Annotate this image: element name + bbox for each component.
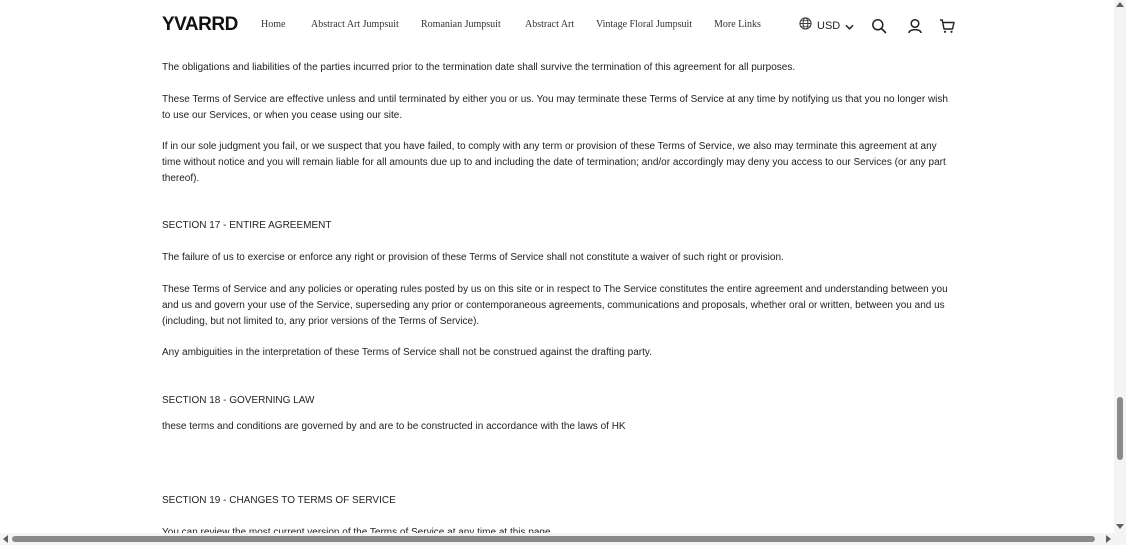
chevron-down-icon	[845, 17, 854, 35]
nav-item-abstract-art-jumpsuit[interactable]: Abstract Art Jumpsuit	[311, 19, 399, 30]
nav-item-abstract-art[interactable]: Abstract Art	[525, 19, 575, 30]
currency-selector[interactable]	[799, 18, 854, 34]
horizontal-scrollbar[interactable]	[0, 533, 1114, 545]
terms-paragraph: The obligations and liabilities of the parties incurred prior to the termination date shall survive the termination of this agreement for all purposes.	[162, 62, 796, 73]
search-icon[interactable]	[871, 18, 887, 34]
section-heading: SECTION 19 - CHANGES TO TERMS OF SERVICE	[162, 495, 396, 506]
vertical-scrollbar[interactable]	[1114, 0, 1126, 533]
globe-icon	[799, 17, 812, 35]
horizontal-scrollbar-thumb[interactable]	[12, 536, 1095, 542]
scrollbar-corner	[1114, 533, 1126, 545]
scroll-up-arrow-icon[interactable]	[1116, 2, 1124, 7]
terms-paragraph: These Terms of Service are effective unless and until terminated by either you or us. You may terminate these Terms of Service at any time by notifying us that you no longer wish to use our Services, or when you cease using our site.	[162, 94, 948, 121]
site-logo[interactable]: YVARRD	[162, 14, 238, 35]
vertical-scrollbar-thumb[interactable]	[1117, 397, 1123, 460]
cart-icon[interactable]	[939, 18, 955, 34]
terms-paragraph: These Terms of Service and any policies or operating rules posted by us on this site or in respect to The Service constitutes the entire agreement and understanding between you and us and govern your use of the Service, superseding any prior or contemporaneous agreements, communications and proposals, whether oral or written, between you and us (including, but not limited to, any prior versions of the Terms of Service).	[162, 284, 948, 327]
section-heading: SECTION 18 - GOVERNING LAW	[162, 395, 315, 406]
nav-item-home[interactable]: Home	[261, 19, 286, 30]
terms-paragraph: Any ambiguities in the interpretation of these Terms of Service shall not be construed against the drafting party.	[162, 347, 652, 358]
currency-label: USD	[817, 20, 841, 32]
account-icon[interactable]	[907, 18, 923, 34]
nav-item-vintage-floral-jumpsuit[interactable]: Vintage Floral Jumpsuit	[596, 19, 693, 30]
scroll-left-arrow-icon[interactable]	[3, 535, 8, 543]
terms-paragraph: If in our sole judgment you fail, or we suspect that you have failed, to comply with any term or provision of these Terms of Service, we also may terminate this agreement at any time without notice and you will remain liable for all amounts due up to and including the date of termination; and/or accordingly may deny you access to our Services (or any part thereof).	[162, 141, 946, 184]
site-header	[0, 0, 1114, 52]
section-heading: SECTION 17 - ENTIRE AGREEMENT	[162, 220, 332, 231]
nav-item-romanian-jumpsuit[interactable]: Romanian Jumpsuit	[421, 19, 501, 30]
terms-paragraph: these terms and conditions are governed by and are to be constructed in accordance with the laws of HK	[162, 421, 626, 432]
scroll-down-arrow-icon[interactable]	[1116, 524, 1124, 529]
terms-paragraph: The failure of us to exercise or enforce any right or provision of these Terms of Service shall not constitute a waiver of such right or provision.	[162, 252, 784, 263]
nav-item-more-links[interactable]: More Links	[714, 19, 761, 30]
scroll-right-arrow-icon[interactable]	[1106, 535, 1111, 543]
